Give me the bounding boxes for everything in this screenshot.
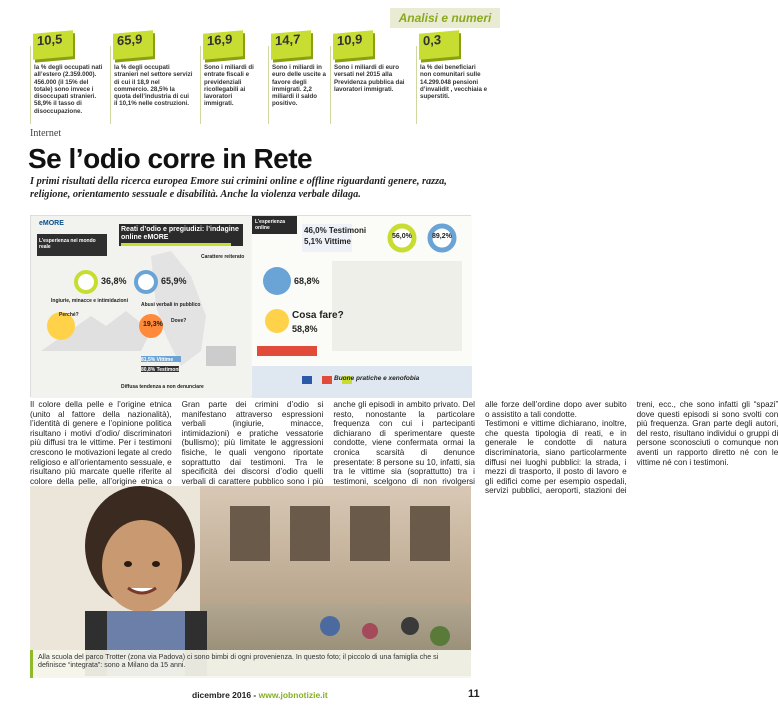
article-body (30, 400, 778, 498)
site-link[interactable]: www.jobnotizie.it (258, 690, 328, 700)
stat-value: 14,7 (271, 30, 311, 59)
ig-label: Cosa fare? (292, 310, 344, 321)
school-photo (30, 486, 471, 676)
ig-label: Abusi verbali in pubblico (141, 302, 201, 308)
infographic (30, 215, 471, 397)
photo-caption: Alla scuola del parco Trotter (zona via Padova) ci sono bimbi di ogni provenienza. In questo foto; il piccolo di una famiglia che si definisce “integrata”: sono a Milano da 15 anni. (30, 650, 471, 678)
lead-paragraph: I primi risultati della ricerca europea Emore sui crimini online e offline riguardanti genere, razza, religione, orientamento sessuale e disabilità. Anche la violenza verbale dilaga. (30, 176, 447, 200)
body-paragraph: Testimoni e vittime dichiarano, inoltre, che questa tipologia di reati, e in generale le condotte di natura discriminatoria, siano particolarmente diffusi nei luoghi pubblici: la strada, i mezzi di trasporto, il posto di lavoro e gli edifici come per esempio ospedali, servizi pubblici, aeroporti, stazioni dei treni, ecc., che sono infatti gli “spazi” dove questi episodi si sono svolti con più frequenza. Gran parte degli autori, del resto, risultano individui o gruppi di persone sconosciuti o comunque non aventi un rapporto diretto né con le vittime né con i testimoni. (484, 400, 778, 496)
issue-date: dicembre 2016 - (192, 690, 259, 700)
stat-value: 16,9 (203, 30, 243, 59)
photo-art (30, 486, 471, 676)
stat-3 (200, 31, 264, 124)
footer-date-wrap (192, 690, 328, 700)
ig-value: 80,8% Testimoni (141, 367, 180, 373)
infographic-right-art (252, 216, 472, 398)
ig-value: 19,3% (143, 321, 163, 328)
ig-label: 46,0% Testimoni (304, 226, 367, 235)
section-label: Analisi e numeri (390, 8, 500, 28)
page-footer (0, 682, 500, 708)
ig-title: Reati d’odio e pregiudizi: l’indagine online eMORE (121, 226, 239, 241)
stat-5 (330, 31, 412, 124)
stat-text: Sono i miliardi di euro versati nel 2015 alla Previdenza pubblica dai lavoratori immigrati. (334, 64, 405, 93)
stat-2 (110, 31, 195, 124)
stat-1 (30, 31, 106, 124)
ig-value: 56,0% (392, 233, 412, 240)
stat-6 (416, 31, 490, 124)
page-number: 11 (468, 688, 480, 700)
stat-4 (268, 31, 330, 124)
ig-label: Dove? (171, 318, 187, 324)
ig-value: 65,9% (161, 276, 187, 286)
stat-text: Sono i miliardi in euro delle uscite a favore degli immigrati. 2,2 miliardi il saldo positivo. (272, 64, 326, 108)
ig-label: Ingiurie, minacce e intimidazioni (51, 298, 128, 304)
stat-text: la % degli occupati nati all’estero (2.359.000). 456.000 (il 15% del totale) sono invece i disoccupati stranieri. 58,9% il tasso di disoccupazione. (34, 64, 103, 115)
ig-label: Diffusa tendenza a non denunciare (121, 384, 204, 390)
ig-value: 68,8% (294, 276, 320, 286)
stat-value: 10,9 (333, 30, 373, 59)
emore-logo: eMORE (39, 220, 64, 227)
stat-value: 10,5 (33, 30, 73, 59)
body-paragraph: Gran parte dei crimini d’odio si manifestano attraverso espressioni verbali (ingiurie, minacce, intimidazioni) e pratiche vessatorie (bullismo); più limitate le aggressioni fisiche, le quali vengono riportate soprattutto dai testimoni. Tra le specificità dei discorsi d’odio quelli verbali di carattere pubblico sono i più anche gli episodi in ambito privato. Del resto, nonostante la particolare frequenza con cui i partecipanti dichiarano di sperimentare queste condotte, viene confermata ormai la cronica scarsità di denunce presentate: 8 persone su 10, infatti, sia tra le vittime sia (soprattutto) tra i testimoni, scelgono di non rivolgersi alle forze dell’ordine dopo aver subito o assistito a tali condotte. (181, 400, 627, 486)
ig-label: Carattere reiterato (201, 254, 245, 260)
ig-value: 89,2% (432, 233, 452, 240)
ig-value: 36,8% (101, 276, 127, 286)
ig-value: 58,8% (292, 324, 318, 334)
ig-label: 5,1% Vittime (304, 237, 351, 246)
stat-text: la % dei beneficiari non comunitari sulle 14.299.048 pensioni d’invalidit , vecchiaia e superstiti. (420, 64, 488, 101)
stat-value: 65,9 (113, 30, 153, 59)
stat-value: 0,3 (419, 30, 459, 59)
stats-strip (30, 32, 490, 124)
kicker: Internet (30, 128, 62, 139)
ig-label: Perché? (59, 312, 79, 318)
stat-text: la % degli occupati stranieri nel settore servizi di cui il 18,9 nel commercio. 28,5% la quota dell’industria di cui il 10,1% nelle costruzioni. (114, 64, 193, 108)
ig-right-footer: Buone pratiche e xenofobia (334, 375, 420, 382)
infographic-left (31, 216, 251, 398)
ig-label: L’esperienza nei mondo reale (39, 238, 96, 250)
stat-text: Sono i miliardi di entrate fiscali e previdenziali ricollegabili ai lavoratori immigrati. (204, 64, 254, 108)
body-paragraph: Il colore della pelle e l’origine etnica (unito al fattore della nazionalità), l’identità di genere e l’opinione politica risultano i motivi d’odio/ discriminatori più diffusi tra le vittime. Per i testimoni crescono le motivazioni legate al credo religioso e all’orientamento sessuale, e risultano più marcate quelle riferite al colore della pelle, all’origine etnica o (30, 400, 172, 486)
ig-right-title: L’esperienza online (255, 219, 286, 231)
infographic-right (252, 216, 472, 398)
ig-value: 81,5% Vittime (141, 357, 174, 363)
headline: Se l’odio corre in Rete (28, 143, 313, 174)
